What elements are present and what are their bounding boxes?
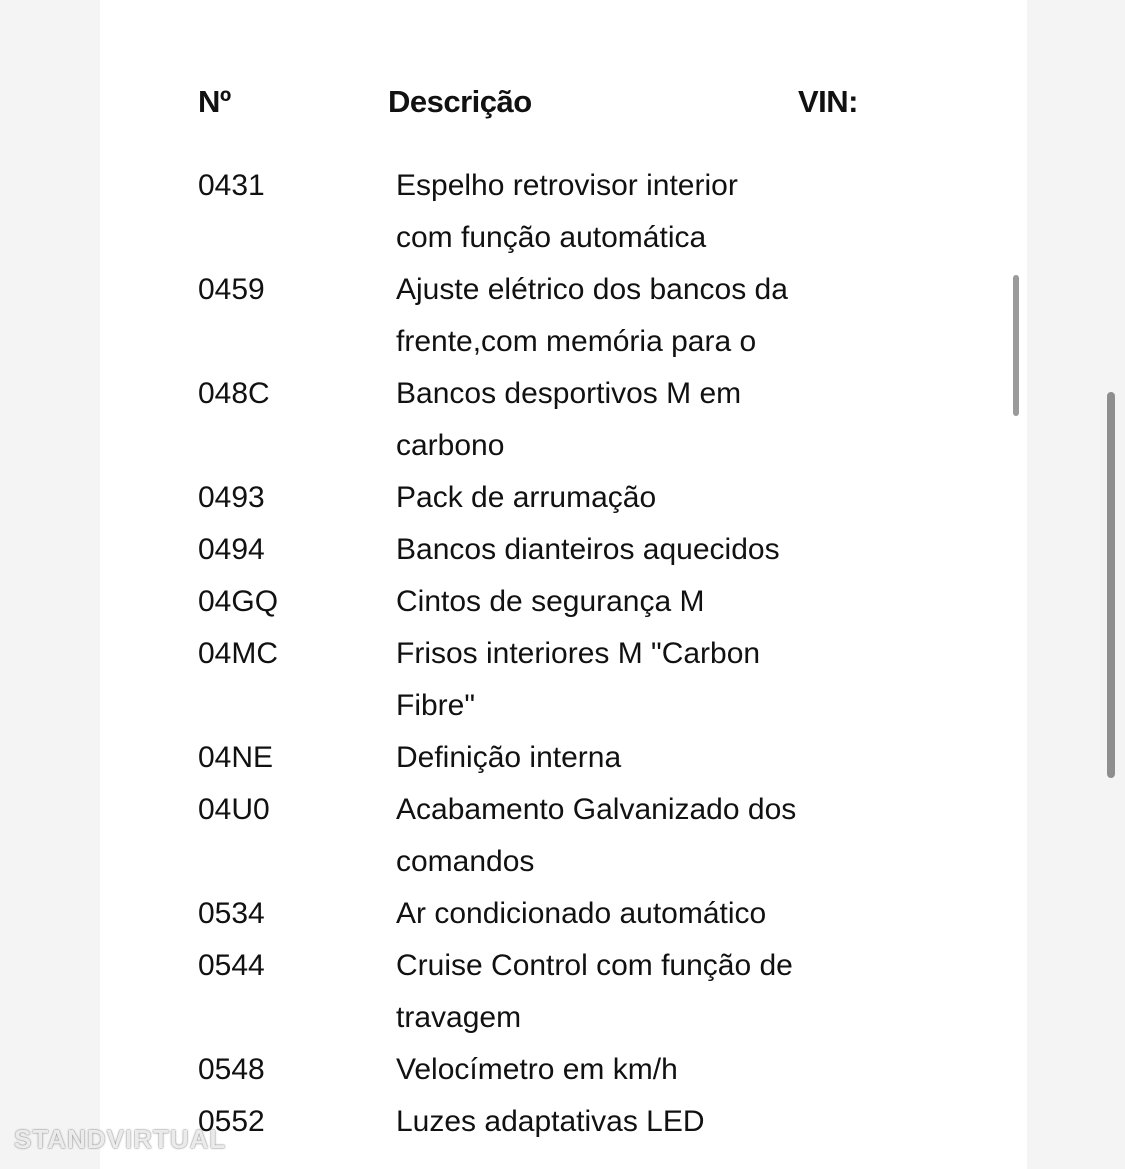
table-row [100, 784, 1027, 888]
option-code: 04U0 [198, 793, 270, 826]
description-line: Bancos desportivos M em [396, 377, 742, 410]
option-code: 04GQ [198, 585, 279, 618]
option-code: 0494 [198, 533, 265, 566]
description-line: Bancos dianteiros aquecidos [396, 533, 780, 566]
table-row [100, 264, 1027, 368]
table-row [100, 1044, 1027, 1096]
description-line: Velocímetro em km/h [396, 1053, 678, 1086]
option-code: 04NE [198, 741, 274, 774]
option-description [396, 732, 846, 784]
description-line: carbono [396, 429, 505, 462]
description-line: Fibre" [396, 689, 475, 722]
option-description [396, 1096, 846, 1148]
page-scrollbar-thumb[interactable] [1107, 392, 1115, 778]
description-line: Definição interna [396, 741, 622, 774]
table-header [100, 84, 1027, 124]
option-description [396, 472, 846, 524]
option-code: 0431 [198, 169, 265, 202]
table-row [100, 940, 1027, 1044]
option-code: 04MC [198, 637, 279, 670]
description-line: Pack de arrumação [396, 481, 657, 514]
option-description [396, 940, 846, 1044]
description-line: Ar condicionado automático [396, 897, 767, 930]
table-row [100, 160, 1027, 264]
options-table [100, 160, 1027, 1148]
option-description [396, 524, 846, 576]
document-page [100, 0, 1027, 1169]
inner-scrollbar-thumb[interactable] [1013, 275, 1019, 416]
option-code: 0548 [198, 1053, 265, 1086]
table-row [100, 628, 1027, 732]
column-header-description: Descrição [388, 84, 532, 119]
option-code: 0459 [198, 273, 265, 306]
table-row [100, 576, 1027, 628]
option-code: 0552 [198, 1105, 265, 1138]
option-description [396, 888, 846, 940]
watermark-logo: STANDVIRTUAL [14, 1124, 227, 1154]
description-line: Cruise Control com função de [396, 949, 793, 982]
description-line: Luzes adaptativas LED [396, 1105, 705, 1138]
column-header-number: Nº [198, 84, 231, 119]
table-row [100, 1096, 1027, 1148]
table-row [100, 368, 1027, 472]
description-line: Acabamento Galvanizado dos [396, 793, 797, 826]
description-line: comandos [396, 845, 535, 878]
option-description [396, 628, 846, 732]
description-line: Espelho retrovisor interior [396, 169, 738, 202]
table-row [100, 472, 1027, 524]
description-line: travagem [396, 1001, 522, 1034]
option-description [396, 368, 846, 472]
description-line: frente,com memória para o [396, 325, 757, 358]
option-description [396, 1044, 846, 1096]
option-description [396, 264, 846, 368]
option-code: 048C [198, 377, 270, 410]
table-row [100, 888, 1027, 940]
description-line: Ajuste elétrico dos bancos da [396, 273, 788, 306]
description-line: Cintos de segurança M [396, 585, 705, 618]
column-header-vin: VIN: [798, 84, 858, 119]
description-line: Frisos interiores M "Carbon [396, 637, 761, 670]
description-line: com função automática [396, 221, 707, 254]
option-code: 0544 [198, 949, 265, 982]
option-description [396, 576, 846, 628]
table-row [100, 732, 1027, 784]
option-description [396, 784, 846, 888]
option-code: 0534 [198, 897, 265, 930]
option-description [396, 160, 846, 264]
option-code: 0493 [198, 481, 265, 514]
table-row [100, 524, 1027, 576]
